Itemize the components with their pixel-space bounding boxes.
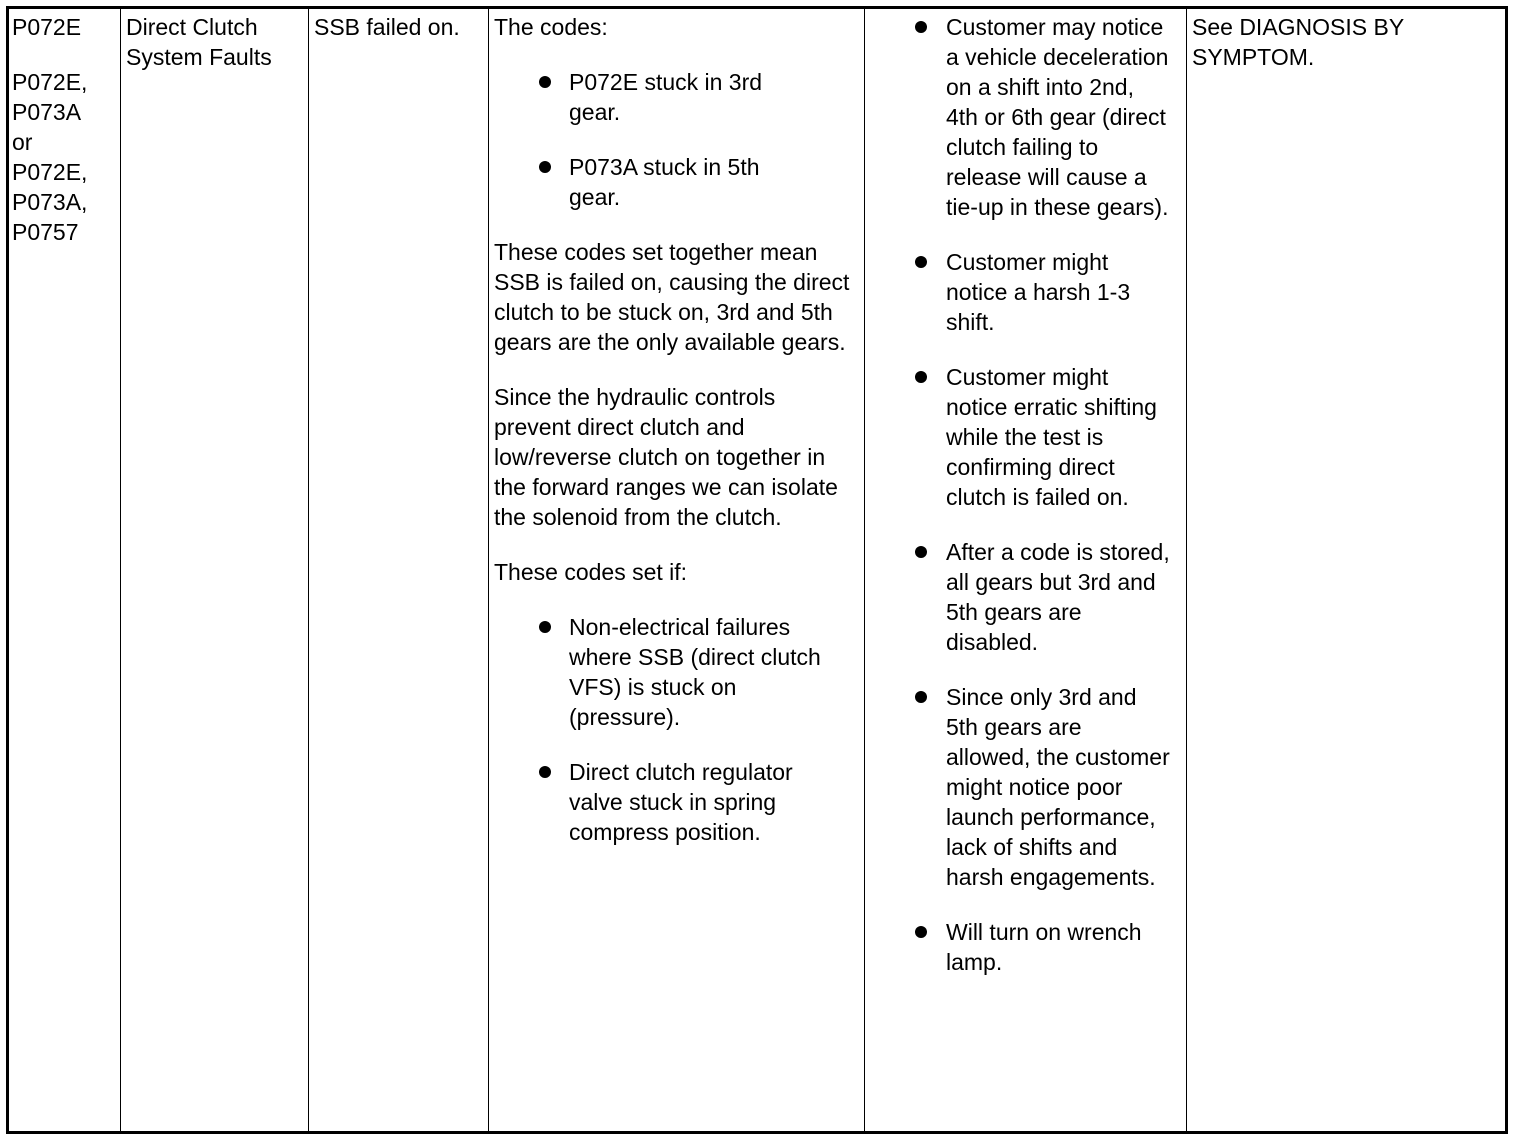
dtc-cell [12,12,116,247]
bullet-icon [915,926,927,938]
explanation-paragraph: Since the hydraulic controls prevent direct clutch and low/reverse clutch on together in the forward ranges we can isolate the solenoid from the clutch. [494,384,838,530]
dtc-line: P072E, [12,69,88,95]
bullet-icon [539,621,551,633]
code-bullet-text: P073A stuck in 5th gear. [569,154,760,210]
list-item [569,612,833,732]
list-item [569,67,809,127]
dtc-line: or [12,129,33,155]
dtc-line: P0757 [12,219,79,245]
dtc-line: P073A [12,99,82,125]
condition-cell [314,12,486,42]
column-divider [120,6,121,1134]
column-divider [864,6,865,1134]
set-if-intro: These codes set if: [494,559,688,585]
customer-note-text: Will turn on wrench lamp. [946,919,1142,975]
customer-note-text: After a code is stored, all gears but 3rd and 5th gears are disabled. [946,539,1170,655]
set-if-bullet-text: Direct clutch regulator valve stuck in spring compress position. [569,759,793,845]
dtc-line: P073A, [12,189,88,215]
action-cell [1192,12,1492,72]
customer-note-text: Customer may notice a vehicle deceleration on a shift into 2nd, 4th or 6th gear (direct clutch failing to release will cause a tie-up in these gears). [946,14,1169,220]
customer-notes-cell [946,12,1178,977]
list-item [946,12,1172,222]
set-if-bullet-list [494,612,833,847]
explanation-cell [494,12,858,847]
set-if-bullet-text: Non-electrical failures where SSB (direct clutch VFS) is stuck on (pressure). [569,614,821,730]
bullet-icon [915,371,927,383]
customer-note-text: Customer might notice a harsh 1-3 shift. [946,249,1131,335]
list-item [946,247,1172,337]
description-cell [126,12,302,72]
bullet-icon [915,691,927,703]
code-bullet-text: P072E stuck in 3rd gear. [569,69,763,125]
column-divider [308,6,309,1134]
list-item [946,682,1172,892]
list-item [946,917,1172,977]
fault-description: Direct Clutch System Faults [126,14,272,70]
code-bullet-list [494,67,809,212]
explanation-paragraph: These codes set together mean SSB is failed on, causing the direct clutch to be stuck on, 3rd and 5th gears are the only available gears. [494,239,850,355]
fault-condition: SSB failed on. [314,14,460,40]
list-item [946,537,1172,657]
bullet-icon [539,76,551,88]
bullet-icon [915,546,927,558]
list-item [569,757,833,847]
dtc-line: P072E, [12,159,88,185]
column-divider [488,6,489,1134]
bullet-icon [915,256,927,268]
action-text: See DIAGNOSIS BY SYMPTOM. [1192,14,1404,70]
list-item [569,152,809,212]
bullet-icon [915,21,927,33]
customer-notes-list [946,12,1172,977]
codes-intro: The codes: [494,14,608,40]
customer-note-text: Since only 3rd and 5th gears are allowed, the customer might notice poor launch performance, lack of shifts and harsh engagements. [946,684,1170,890]
bullet-icon [539,766,551,778]
dtc-combination [12,67,116,247]
dtc-primary: P072E [12,14,82,40]
bullet-icon [539,161,551,173]
customer-note-text: Customer might notice erratic shifting while the test is confirming direct clutch is failed on. [946,364,1157,510]
column-divider [1186,6,1187,1134]
list-item [946,362,1172,512]
